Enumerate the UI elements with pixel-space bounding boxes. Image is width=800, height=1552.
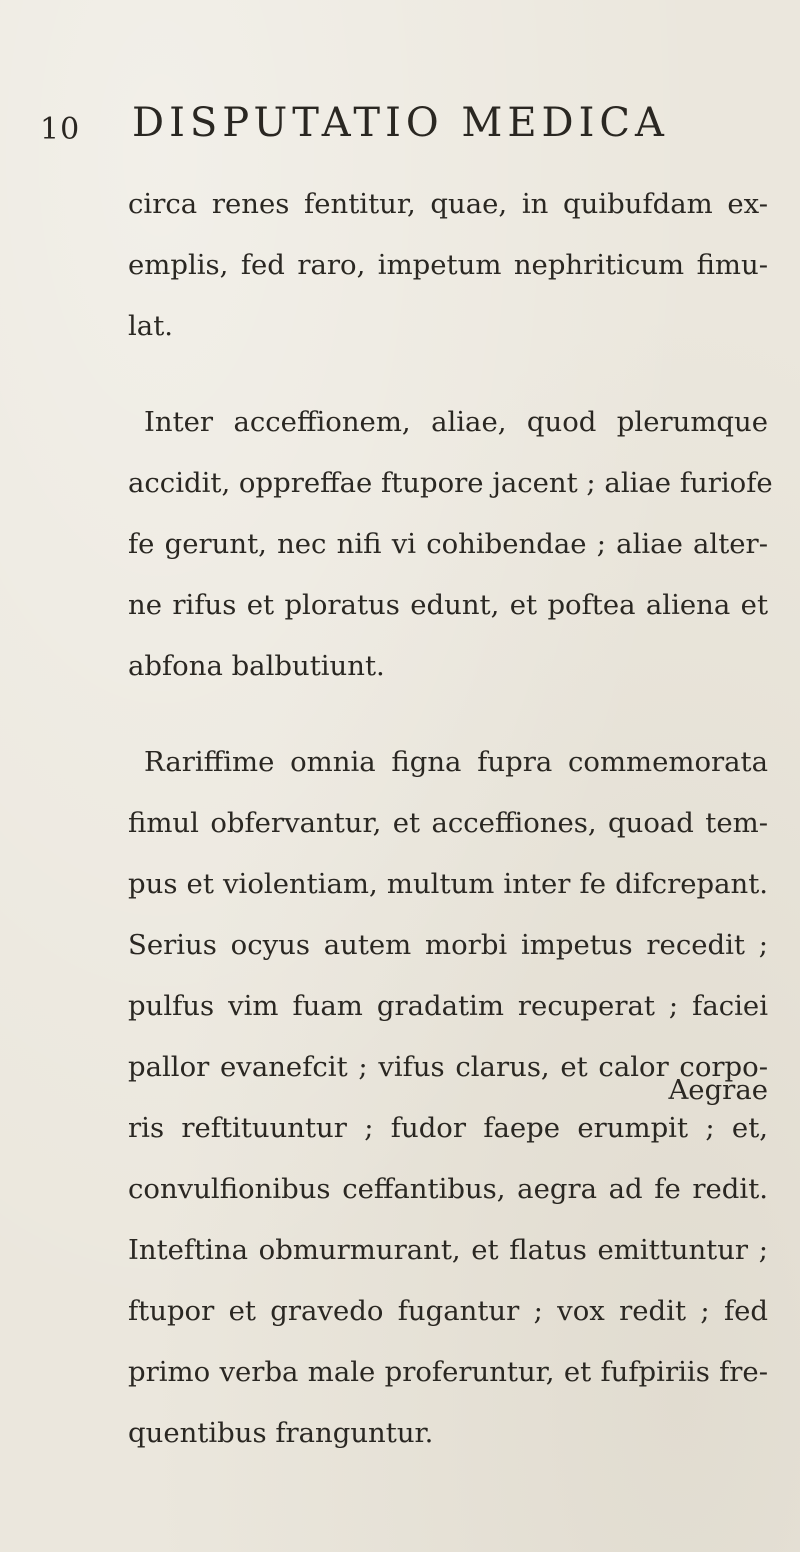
page-number: 10 — [40, 112, 81, 147]
text-line: abfona balbutiunt. — [128, 650, 385, 682]
text-line: circa renes fentitur, quae, in quibufdam ex- — [128, 188, 768, 220]
running-head — [40, 100, 780, 150]
text-line: accidit, oppreffae ftupore jacent ; aliae furiofe — [128, 467, 773, 499]
body-text — [128, 174, 773, 1464]
text-line: primo verba male proferuntur, et fufpiriis fre- — [128, 1356, 768, 1388]
text-line: pallor evanefcit ; vifus clarus, et calor corpo- — [128, 1051, 768, 1083]
paragraph — [128, 392, 773, 697]
text-line: ftupor et gravedo fugantur ; vox redit ; fed — [128, 1295, 768, 1327]
running-title: DISPUTATIO MEDICA — [132, 100, 669, 146]
text-line: fe gerunt, nec nifi vi cohibendae ; aliae alter- — [128, 528, 768, 560]
paragraph-gap — [128, 357, 768, 392]
catchword: Aegrae — [668, 1074, 768, 1106]
text-line: Inteftina obmurmurant, et flatus emittuntur ; — [128, 1234, 768, 1266]
text-line: Inter acceffionem, aliae, quod plerumque — [144, 406, 768, 438]
text-line: fimul obfervantur, et acceffiones, quoad tem- — [128, 807, 768, 839]
paragraph-gap — [128, 697, 768, 732]
text-line: lat. — [128, 310, 173, 342]
text-line: Serius ocyus autem morbi impetus recedit ; — [128, 929, 768, 961]
text-line: convulfionibus ceffantibus, aegra ad fe redit. — [128, 1173, 768, 1205]
text-line: ris reftituuntur ; fudor faepe erumpit ; et, — [128, 1112, 768, 1144]
text-line: emplis, fed raro, impetum nephriticum fimu- — [128, 249, 768, 281]
text-line: quentibus franguntur. — [128, 1417, 434, 1449]
paragraph — [128, 174, 768, 357]
text-line: pulfus vim fuam gradatim recuperat ; faciei — [128, 990, 768, 1022]
text-line: ne rifus et ploratus edunt, et poftea aliena et — [128, 589, 768, 621]
text-line: pus et violentiam, multum inter fe difcrepant. — [128, 868, 768, 900]
text-line: Rariffime omnia figna fupra commemorata — [144, 746, 768, 778]
